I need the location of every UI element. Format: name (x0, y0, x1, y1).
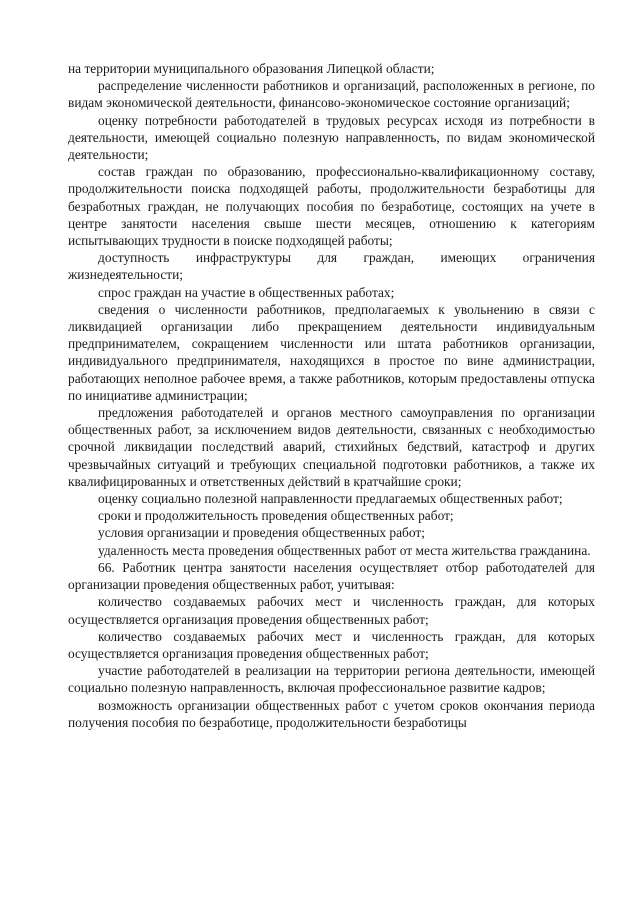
paragraph: оценку потребности работодателей в трудовых ресурсах исходя из потребности в деятельности, имеющей социально полезную направленность, по видам экономической деятельности; (68, 112, 595, 163)
paragraph: доступность инфраструктуры для граждан, имеющих ограничения жизнедеятельности; (68, 250, 595, 283)
paragraph: возможность организации общественных работ с учетом сроков окончания периода получения пособия по безработице, продолжительности безработицы (68, 697, 595, 730)
paragraph: удаленность места проведения общественных работ от места жительства гражданина. (98, 542, 591, 558)
paragraph: количество создаваемых рабочих мест и численность граждан, для которых осуществляется организация проведения общественных работ; (68, 594, 595, 627)
paragraph: количество создаваемых рабочих мест и численность граждан, для которых осуществляется организация проведения общественных работ; (68, 628, 595, 661)
paragraph: оценку социально полезной направленности предлагаемых общественных работ; (98, 491, 563, 507)
paragraph: распределение численности работников и организаций, расположенных в регионе, по видам экономической деятельности, финансово-экономическое состояние организаций; (68, 78, 595, 111)
paragraph: условия организации и проведения общественных работ; (98, 525, 425, 541)
paragraph: сроки и продолжительность проведения общественных работ; (98, 508, 454, 524)
paragraph: участие работодателей в реализации на территории региона деятельности, имеющей социально полезную направленность, включая профессиональное развитие кадров; (68, 663, 595, 696)
paragraph: состав граждан по образованию, профессионально-квалификационному составу, продолжительности поиска подходящей работы, продолжительности безработицы для безработных граждан, не получающих пособия по безработице, состоящих на учете в центре занятости населения свыше шести месяцев, отношению к категориям испытывающих трудности в поиске подходящей работы; (68, 164, 595, 249)
paragraph: сведения о численности работников, предполагаемых к увольнению в связи с ликвидацией организации либо прекращением деятельности индивидуальным предпринимателем, сокращением численности или штата работников организации, индивидуального предпринимателя, находящихся в простое по вине администрации, работающих неполное рабочее время, а также работников, которым предоставлены отпуска по инициативе администрации; (68, 301, 595, 403)
document-page (68, 60, 595, 731)
paragraph: спрос граждан на участие в общественных работах; (98, 284, 395, 300)
paragraph: предложения работодателей и органов местного самоуправления по организации общественных работ, за исключением видов деятельности, связанных с необходимостью срочной ликвидации последствий аварий, стихийных бедствий, катастроф и других чрезвычайных ситуаций и требующих специальной подготовки работников, а также их квалифицированных и ответственных действий в кратчайшие сроки; (68, 405, 595, 489)
paragraph: 66. Работник центра занятости населения осуществляет отбор работодателей для организации проведения общественных работ, учитывая: (68, 559, 595, 593)
paragraph: на территории муниципального образования Липецкой области; (68, 61, 435, 76)
